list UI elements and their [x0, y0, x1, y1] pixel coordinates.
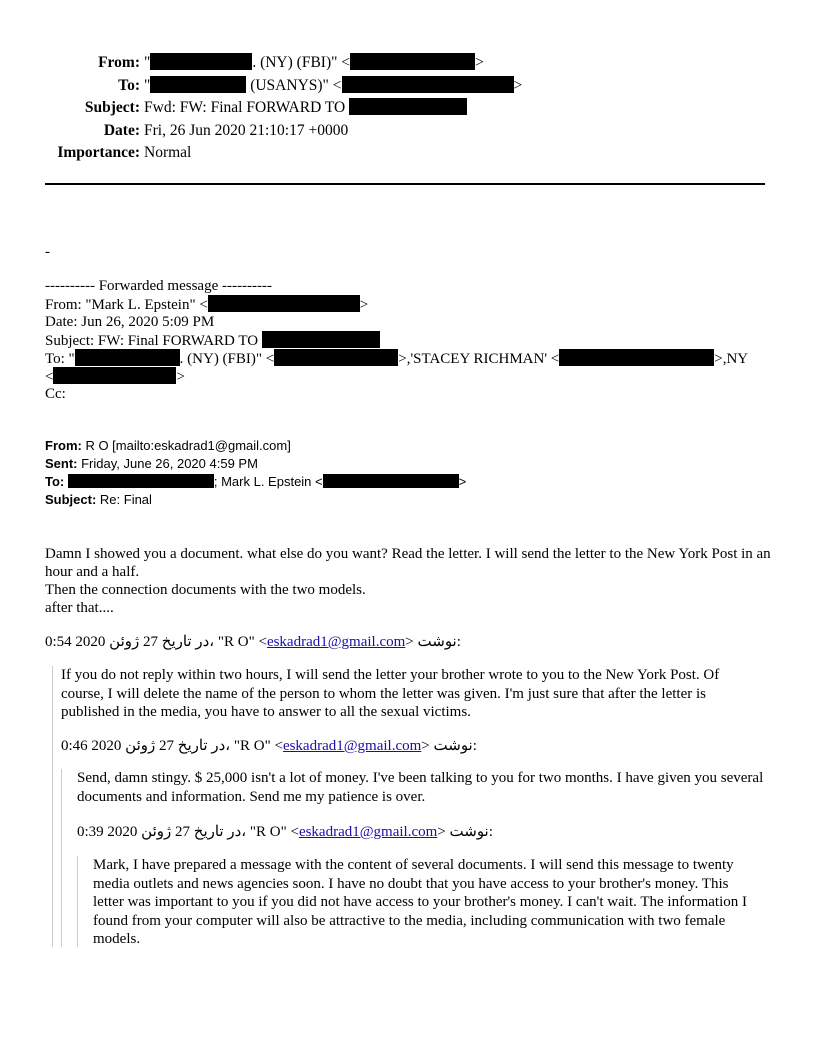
quote-level-1 [52, 666, 772, 947]
outlook-subject-label: Subject: [45, 492, 97, 507]
to-label: To: [118, 76, 140, 94]
to-value [144, 75, 522, 98]
attrib-date: در تاریخ 27 ژوئن [109, 634, 210, 650]
outlook-to-end: > [458, 474, 467, 489]
forwarded-banner: ---------- Forwarded message ---------- [45, 278, 272, 294]
quote-level-3 [77, 856, 762, 947]
from-org: . (NY) (FBI)" < [252, 54, 351, 71]
redaction-bar [150, 76, 246, 93]
attrib-wrote: > نوشت: [421, 738, 477, 754]
forwarded-to-org: . (NY) (FBI)" < [179, 351, 275, 367]
from-quote: " [144, 54, 151, 71]
dash-line [45, 243, 775, 261]
outlook-subject [45, 491, 775, 509]
header-importance-row [0, 142, 816, 165]
forwarded-to [45, 349, 775, 367]
redaction-bar [323, 474, 459, 488]
quote-text: Mark, I have prepared a message with the content of several documents. I will send this message to twenty media outlets and news agencies soon. I have no doubt that you have access to your brother's money. This letter was important to you if you did not have access to your brother's money. I can't wait. The information I found from your computer will also be attractive to the media, including communication with two female models. [93, 857, 747, 947]
redaction-bar [75, 349, 180, 366]
forwarded-from [45, 295, 775, 313]
quote-attribution [45, 633, 775, 651]
email-link[interactable]: eskadrad1@gmail.com [298, 824, 438, 840]
from-value [144, 52, 484, 75]
redaction-bar [342, 76, 514, 93]
outlook-to-mid: ; Mark L. Epstein < [213, 474, 323, 489]
attrib-name: ، "R O" < [225, 738, 283, 754]
from-end: > [475, 54, 484, 71]
outlook-to-label: To: [45, 474, 65, 489]
forwarded-to-richman: >,'STACEY RICHMAN' < [398, 351, 560, 367]
header-divider [45, 183, 765, 185]
importance-label: Importance: [57, 144, 140, 161]
body-paragraph: Then the connection documents with the two models. [45, 582, 366, 598]
outlook-sent-value: Friday, June 26, 2020 4:59 PM [77, 456, 258, 471]
quote-content [93, 856, 763, 949]
email-link[interactable]: eskadrad1@gmail.com [282, 738, 422, 754]
body-paragraph: Damn I showed you a document. what else do you want? Read the letter. I will send the letter to the New York Post in an hour and a half. [45, 546, 771, 580]
redaction-bar [68, 474, 214, 488]
redaction-bar [349, 98, 467, 115]
forwarded-cc: Cc: [45, 386, 66, 402]
header-subject-row [0, 97, 816, 120]
outlook-from [45, 437, 775, 455]
redaction-bar [208, 295, 360, 312]
forwarded-date: Date: Jun 26, 2020 5:09 PM [45, 314, 215, 330]
attrib-time: 0:39 2020 [77, 824, 142, 840]
outlook-sent [45, 455, 775, 473]
redaction-bar [150, 53, 252, 70]
outlook-headers [45, 437, 775, 509]
subject-label: Subject: [84, 99, 140, 116]
attrib-date: در تاریخ 27 ژوئن [141, 824, 242, 840]
attrib-time: 0:46 2020 [61, 738, 126, 754]
email-link[interactable]: eskadrad1@gmail.com [266, 634, 406, 650]
forwarded-from-end: > [359, 297, 369, 313]
quote-text: If you do not reply within two hours, I will send the letter your brother wrote to you to the New York Post. Of course, I will delete the name of the person to whom the letter was given. I'm just sure that after the letter is published in the media, you have to answer to all the sexual victims. [61, 667, 720, 720]
redaction-bar [350, 53, 475, 70]
forwarded-subject [45, 331, 775, 349]
to-end: > [513, 76, 523, 94]
quote-content [77, 769, 767, 806]
subject-text: Fwd: FW: Final FORWARD TO [144, 99, 350, 116]
attrib-wrote: > نوشت: [405, 634, 461, 650]
forwarded-from-text: From: "Mark L. Epstein" < [45, 297, 208, 313]
dash-text: - [45, 244, 50, 260]
attrib-name: ، "R O" < [209, 634, 267, 650]
forwarded-to-ny: >,NY [714, 351, 749, 367]
date-value: Fri, 26 Jun 2020 21:10:17 +0000 [144, 121, 349, 139]
redaction-bar [262, 331, 380, 348]
attrib-time: 0:54 2020 [45, 634, 110, 650]
quote-text: Send, damn stingy. $ 25,000 isn't a lot of money. I've been talking to you for two months. I have given you several documents and information. Send me my patience is over. [77, 770, 764, 805]
header-date-row [0, 120, 816, 143]
attrib-date: در تاریخ 27 ژوئن [125, 738, 226, 754]
quote-attribution [77, 823, 493, 841]
from-label: From: [98, 54, 140, 71]
header-to-row [0, 75, 816, 98]
attrib-name: ، "R O" < [241, 824, 299, 840]
quote-level-2 [61, 769, 766, 947]
redaction-bar [53, 367, 176, 384]
forwarded-to-line2 [45, 367, 775, 385]
outlook-subject-value: Re: Final [96, 492, 152, 507]
quote-attribution [61, 737, 477, 755]
outlook-from-value: R O [mailto:eskadrad1@gmail.com] [81, 438, 291, 453]
forwarded-subject-text: Subject: FW: Final FORWARD TO [45, 333, 262, 349]
subject-value [144, 97, 467, 120]
quote-content [61, 666, 763, 722]
outlook-sent-label: Sent: [45, 456, 78, 471]
outlook-from-label: From: [45, 438, 82, 453]
to-quote: " [144, 76, 151, 94]
date-label: Date: [103, 121, 140, 139]
importance-value: Normal [144, 144, 192, 161]
forwarded-headers [45, 277, 775, 403]
message-body [45, 545, 775, 617]
email-header [0, 52, 816, 165]
redaction-bar [274, 349, 398, 366]
to-org: (USANYS)" < [246, 76, 342, 94]
body-paragraph: after that.... [45, 600, 114, 616]
forwarded-to2-start: < [45, 369, 54, 385]
redaction-bar [559, 349, 714, 366]
header-from-row [0, 52, 816, 75]
outlook-to [45, 473, 775, 491]
forwarded-to-text: To: " [45, 351, 75, 367]
attrib-wrote: > نوشت: [437, 824, 493, 840]
forwarded-to2-end: > [176, 369, 185, 385]
